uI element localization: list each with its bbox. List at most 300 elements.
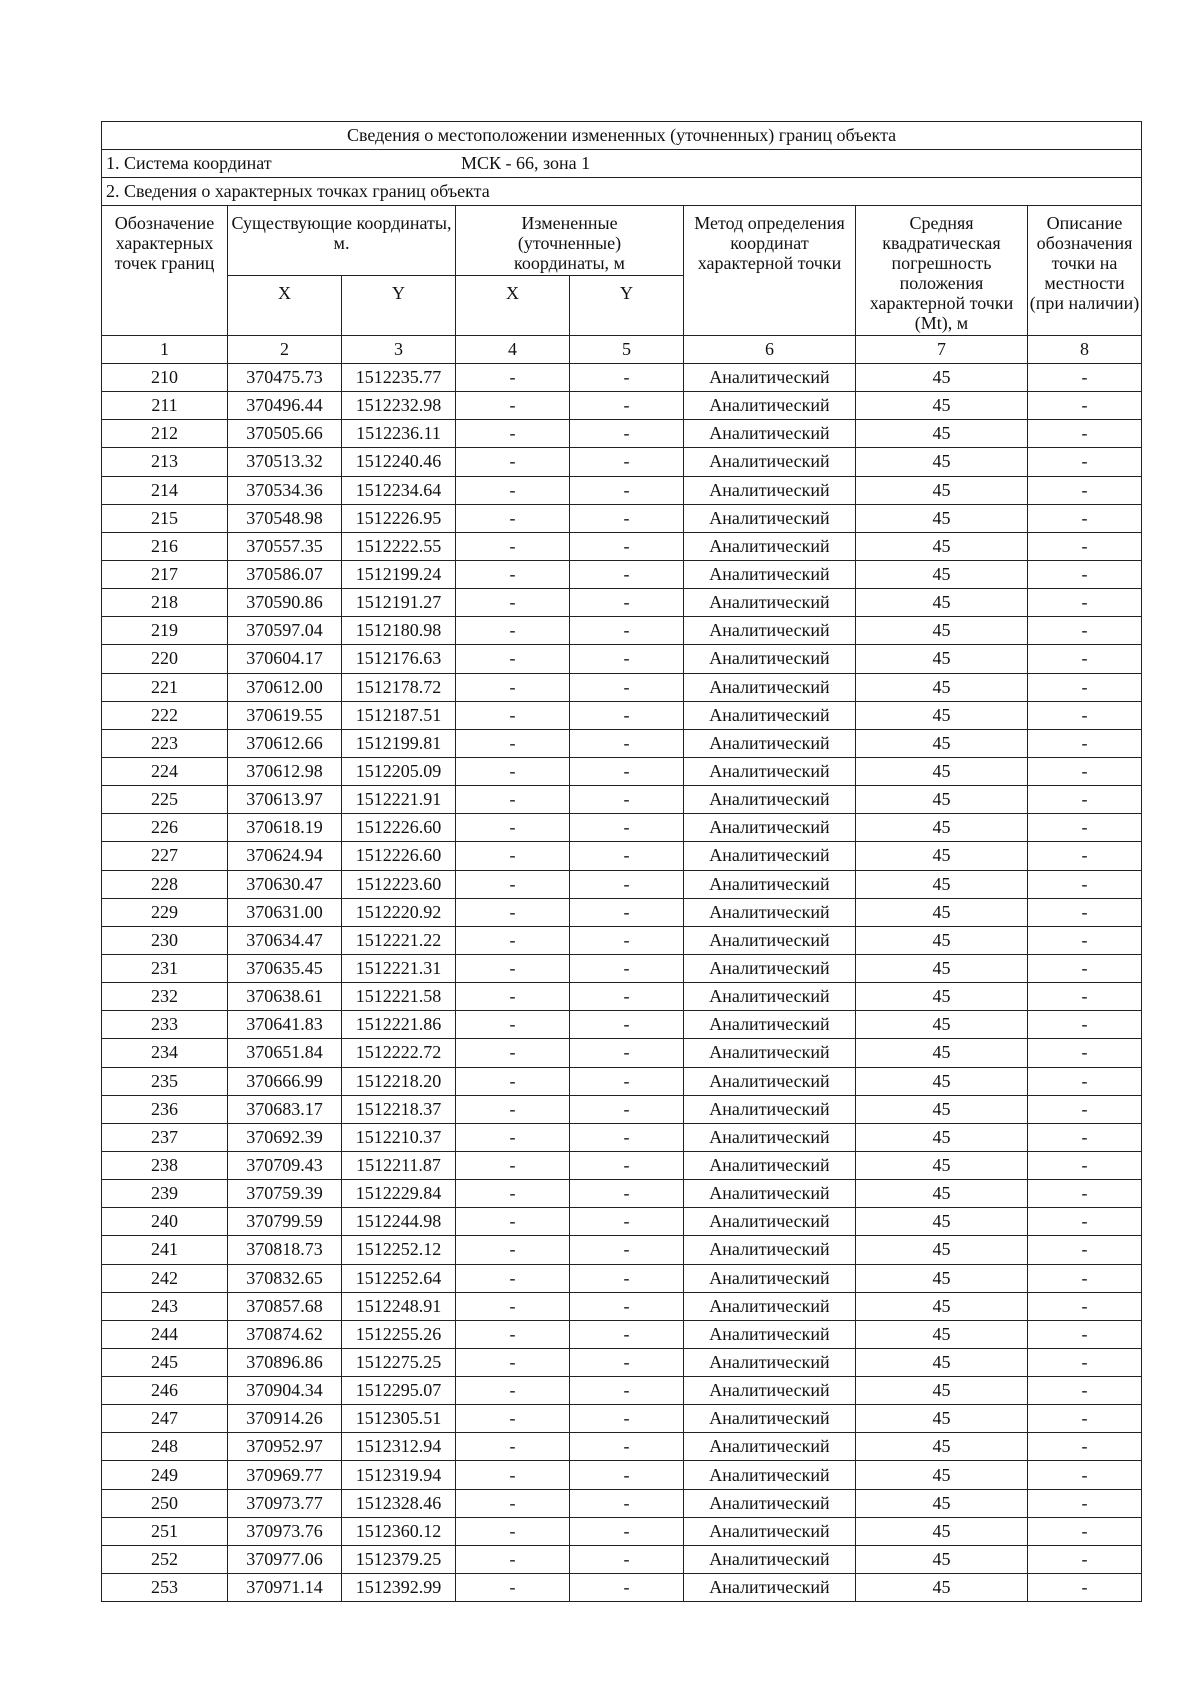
cell-method: Аналитический — [684, 1067, 856, 1095]
cell-y-changed: - — [570, 701, 684, 729]
cell-accuracy: 45 — [856, 1517, 1028, 1545]
cell-accuracy: 45 — [856, 870, 1028, 898]
table-row — [102, 1545, 1142, 1573]
header-changed-coords: Измененные (уточненные) координаты, м — [456, 206, 684, 276]
cell-x-changed: - — [456, 757, 570, 785]
cell-accuracy: 45 — [856, 589, 1028, 617]
cell-y-changed: - — [570, 983, 684, 1011]
cell-y-existing: 1512191.27 — [342, 589, 456, 617]
cell-y-existing: 1512392.99 — [342, 1574, 456, 1602]
cell-x-existing: 370597.04 — [228, 617, 342, 645]
cell-y-existing: 1512240.46 — [342, 448, 456, 476]
table-row — [102, 617, 1142, 645]
cell-description: - — [1028, 1489, 1142, 1517]
column-number: 6 — [684, 336, 856, 364]
cell-method: Аналитический — [684, 954, 856, 982]
header-existing-coords: Существующие координаты, м. — [228, 206, 456, 276]
cell-description: - — [1028, 1236, 1142, 1264]
cell-x-existing: 370505.66 — [228, 420, 342, 448]
cell-x-existing: 370604.17 — [228, 645, 342, 673]
column-number: 2 — [228, 336, 342, 364]
cell-y-existing: 1512360.12 — [342, 1517, 456, 1545]
cell-point-id: 249 — [102, 1461, 228, 1489]
cell-x-existing: 370630.47 — [228, 870, 342, 898]
cell-point-id: 253 — [102, 1574, 228, 1602]
cell-y-existing: 1512222.55 — [342, 532, 456, 560]
cell-accuracy: 45 — [856, 1067, 1028, 1095]
cell-description: - — [1028, 1574, 1142, 1602]
cell-description: - — [1028, 617, 1142, 645]
cell-x-changed: - — [456, 926, 570, 954]
table-row — [102, 1292, 1142, 1320]
table-row — [102, 786, 1142, 814]
cell-description: - — [1028, 870, 1142, 898]
column-number: 8 — [1028, 336, 1142, 364]
cell-y-existing: 1512187.51 — [342, 701, 456, 729]
table-row — [102, 842, 1142, 870]
cell-x-existing: 370692.39 — [228, 1123, 342, 1151]
cell-y-existing: 1512248.91 — [342, 1292, 456, 1320]
cell-y-existing: 1512221.22 — [342, 926, 456, 954]
cell-description: - — [1028, 757, 1142, 785]
cell-accuracy: 45 — [856, 392, 1028, 420]
header-y-changed: Y — [570, 276, 684, 336]
cell-point-id: 231 — [102, 954, 228, 982]
cell-point-id: 251 — [102, 1517, 228, 1545]
boundary-points-table — [101, 121, 1142, 1602]
cell-accuracy: 45 — [856, 1292, 1028, 1320]
column-number: 4 — [456, 336, 570, 364]
cell-accuracy: 45 — [856, 645, 1028, 673]
table-row — [102, 870, 1142, 898]
cell-method: Аналитический — [684, 560, 856, 588]
cell-accuracy: 45 — [856, 448, 1028, 476]
document-sheet — [101, 121, 1141, 1602]
cell-accuracy: 45 — [856, 420, 1028, 448]
column-number: 3 — [342, 336, 456, 364]
table-row — [102, 1067, 1142, 1095]
cell-x-changed: - — [456, 1208, 570, 1236]
table-row — [102, 673, 1142, 701]
cell-description: - — [1028, 1095, 1142, 1123]
cell-x-changed: - — [456, 954, 570, 982]
column-number: 7 — [856, 336, 1028, 364]
cell-y-existing: 1512176.63 — [342, 645, 456, 673]
cell-description: - — [1028, 1264, 1142, 1292]
cell-accuracy: 45 — [856, 926, 1028, 954]
cell-x-existing: 370557.35 — [228, 532, 342, 560]
cell-x-existing: 370969.77 — [228, 1461, 342, 1489]
cell-method: Аналитический — [684, 1348, 856, 1376]
cell-y-existing: 1512252.64 — [342, 1264, 456, 1292]
cell-y-existing: 1512275.25 — [342, 1348, 456, 1376]
cell-accuracy: 45 — [856, 1011, 1028, 1039]
cell-description: - — [1028, 729, 1142, 757]
cell-method: Аналитический — [684, 1180, 856, 1208]
cell-x-changed: - — [456, 1292, 570, 1320]
table-row — [102, 983, 1142, 1011]
cell-accuracy: 45 — [856, 476, 1028, 504]
cell-accuracy: 45 — [856, 1264, 1028, 1292]
table-row — [102, 392, 1142, 420]
cell-point-id: 236 — [102, 1095, 228, 1123]
cell-description: - — [1028, 954, 1142, 982]
cell-x-changed: - — [456, 983, 570, 1011]
cell-x-existing: 370635.45 — [228, 954, 342, 982]
cell-method: Аналитический — [684, 898, 856, 926]
cell-description: - — [1028, 364, 1142, 392]
cell-description: - — [1028, 926, 1142, 954]
cell-point-id: 223 — [102, 729, 228, 757]
cell-x-existing: 370666.99 — [228, 1067, 342, 1095]
cell-y-existing: 1512180.98 — [342, 617, 456, 645]
cell-y-existing: 1512226.60 — [342, 814, 456, 842]
cell-point-id: 219 — [102, 617, 228, 645]
cell-x-changed: - — [456, 617, 570, 645]
cell-x-existing: 370624.94 — [228, 842, 342, 870]
cell-x-existing: 370548.98 — [228, 504, 342, 532]
cell-x-changed: - — [456, 898, 570, 926]
cell-accuracy: 45 — [856, 1348, 1028, 1376]
cell-y-changed: - — [570, 1180, 684, 1208]
cell-point-id: 248 — [102, 1433, 228, 1461]
cell-x-existing: 370634.47 — [228, 926, 342, 954]
cell-y-existing: 1512229.84 — [342, 1180, 456, 1208]
cell-description: - — [1028, 1405, 1142, 1433]
cell-method: Аналитический — [684, 1236, 856, 1264]
cell-y-changed: - — [570, 1320, 684, 1348]
column-numbers-row — [102, 336, 1142, 364]
cell-method: Аналитический — [684, 757, 856, 785]
cell-accuracy: 45 — [856, 560, 1028, 588]
cell-x-existing: 370818.73 — [228, 1236, 342, 1264]
cell-point-id: 235 — [102, 1067, 228, 1095]
header-y-existing: Y — [342, 276, 456, 336]
cell-x-existing: 370832.65 — [228, 1264, 342, 1292]
cell-y-changed: - — [570, 842, 684, 870]
cell-accuracy: 45 — [856, 786, 1028, 814]
cell-method: Аналитический — [684, 1208, 856, 1236]
cell-y-changed: - — [570, 589, 684, 617]
cell-method: Аналитический — [684, 1405, 856, 1433]
cell-point-id: 228 — [102, 870, 228, 898]
cell-point-id: 250 — [102, 1489, 228, 1517]
cell-description: - — [1028, 898, 1142, 926]
cell-y-changed: - — [570, 617, 684, 645]
cell-x-existing: 370534.36 — [228, 476, 342, 504]
cell-method: Аналитический — [684, 532, 856, 560]
cell-accuracy: 45 — [856, 1574, 1028, 1602]
cell-y-changed: - — [570, 954, 684, 982]
cell-y-existing: 1512319.94 — [342, 1461, 456, 1489]
cell-point-id: 221 — [102, 673, 228, 701]
cell-y-existing: 1512221.91 — [342, 786, 456, 814]
cell-y-changed: - — [570, 364, 684, 392]
cell-method: Аналитический — [684, 1545, 856, 1573]
cell-description: - — [1028, 476, 1142, 504]
cell-y-changed: - — [570, 1264, 684, 1292]
cell-y-existing: 1512222.72 — [342, 1039, 456, 1067]
cell-y-changed: - — [570, 870, 684, 898]
cell-x-changed: - — [456, 814, 570, 842]
cell-accuracy: 45 — [856, 757, 1028, 785]
table-row — [102, 560, 1142, 588]
table-row — [102, 532, 1142, 560]
cell-point-id: 216 — [102, 532, 228, 560]
cell-method: Аналитический — [684, 1151, 856, 1179]
table-row — [102, 1405, 1142, 1433]
table-row — [102, 814, 1142, 842]
cell-x-existing: 370977.06 — [228, 1545, 342, 1573]
cell-point-id: 212 — [102, 420, 228, 448]
cell-method: Аналитический — [684, 1489, 856, 1517]
cell-y-changed: - — [570, 420, 684, 448]
table-row — [102, 1151, 1142, 1179]
cell-y-changed: - — [570, 1461, 684, 1489]
cell-point-id: 229 — [102, 898, 228, 926]
table-row — [102, 1236, 1142, 1264]
cell-y-changed: - — [570, 1151, 684, 1179]
cell-x-existing: 370638.61 — [228, 983, 342, 1011]
cell-description: - — [1028, 448, 1142, 476]
cell-point-id: 225 — [102, 786, 228, 814]
cell-y-existing: 1512218.37 — [342, 1095, 456, 1123]
cell-y-changed: - — [570, 448, 684, 476]
cell-x-changed: - — [456, 1320, 570, 1348]
cell-y-changed: - — [570, 560, 684, 588]
cell-method: Аналитический — [684, 476, 856, 504]
cell-x-changed: - — [456, 1067, 570, 1095]
cell-point-id: 243 — [102, 1292, 228, 1320]
cell-description: - — [1028, 1011, 1142, 1039]
section-heading: 2. Сведения о характерных точках границ объекта — [102, 178, 1142, 206]
cell-accuracy: 45 — [856, 364, 1028, 392]
cell-x-changed: - — [456, 589, 570, 617]
cell-x-changed: - — [456, 645, 570, 673]
table-row — [102, 1095, 1142, 1123]
cell-x-changed: - — [456, 532, 570, 560]
cell-description: - — [1028, 1067, 1142, 1095]
cell-x-changed: - — [456, 870, 570, 898]
cell-y-existing: 1512295.07 — [342, 1377, 456, 1405]
cell-x-existing: 370475.73 — [228, 364, 342, 392]
cell-accuracy: 45 — [856, 1039, 1028, 1067]
cell-point-id: 245 — [102, 1348, 228, 1376]
cell-x-changed: - — [456, 1095, 570, 1123]
cell-y-existing: 1512232.98 — [342, 392, 456, 420]
cell-y-changed: - — [570, 1208, 684, 1236]
cell-point-id: 214 — [102, 476, 228, 504]
cell-point-id: 210 — [102, 364, 228, 392]
cell-method: Аналитический — [684, 589, 856, 617]
table-row — [102, 1011, 1142, 1039]
cell-x-changed: - — [456, 1011, 570, 1039]
cell-y-existing: 1512218.20 — [342, 1067, 456, 1095]
cell-method: Аналитический — [684, 1011, 856, 1039]
cell-point-id: 237 — [102, 1123, 228, 1151]
cell-x-existing: 370612.98 — [228, 757, 342, 785]
cell-y-existing: 1512199.24 — [342, 560, 456, 588]
table-row — [102, 1039, 1142, 1067]
table-row — [102, 504, 1142, 532]
cell-x-changed: - — [456, 1151, 570, 1179]
cell-x-existing: 370874.62 — [228, 1320, 342, 1348]
cell-y-changed: - — [570, 1433, 684, 1461]
cell-point-id: 226 — [102, 814, 228, 842]
cell-description: - — [1028, 392, 1142, 420]
table-row — [102, 926, 1142, 954]
table-row — [102, 645, 1142, 673]
cell-method: Аналитический — [684, 983, 856, 1011]
cell-accuracy: 45 — [856, 1151, 1028, 1179]
table-row — [102, 1320, 1142, 1348]
cell-point-id: 247 — [102, 1405, 228, 1433]
cell-method: Аналитический — [684, 814, 856, 842]
cell-y-changed: - — [570, 1067, 684, 1095]
cell-x-changed: - — [456, 673, 570, 701]
cell-x-changed: - — [456, 1545, 570, 1573]
table-row — [102, 448, 1142, 476]
cell-x-existing: 370618.19 — [228, 814, 342, 842]
cell-y-changed: - — [570, 1095, 684, 1123]
cell-x-changed: - — [456, 1039, 570, 1067]
cell-method: Аналитический — [684, 617, 856, 645]
table-row — [102, 1433, 1142, 1461]
cell-y-existing: 1512211.87 — [342, 1151, 456, 1179]
cell-description: - — [1028, 842, 1142, 870]
cell-y-existing: 1512226.60 — [342, 842, 456, 870]
cell-x-changed: - — [456, 560, 570, 588]
cell-method: Аналитический — [684, 448, 856, 476]
cell-accuracy: 45 — [856, 1461, 1028, 1489]
cell-x-changed: - — [456, 1461, 570, 1489]
cell-description: - — [1028, 786, 1142, 814]
cell-x-changed: - — [456, 786, 570, 814]
cell-point-id: 239 — [102, 1180, 228, 1208]
cell-x-changed: - — [456, 729, 570, 757]
cell-y-changed: - — [570, 476, 684, 504]
cell-method: Аналитический — [684, 870, 856, 898]
cell-x-existing: 370586.07 — [228, 560, 342, 588]
cell-accuracy: 45 — [856, 729, 1028, 757]
cell-x-changed: - — [456, 701, 570, 729]
cell-y-changed: - — [570, 673, 684, 701]
cell-y-changed: - — [570, 898, 684, 926]
cell-y-changed: - — [570, 1123, 684, 1151]
cell-description: - — [1028, 1348, 1142, 1376]
cell-point-id: 242 — [102, 1264, 228, 1292]
table-row — [102, 589, 1142, 617]
cell-x-existing: 370973.77 — [228, 1489, 342, 1517]
cell-x-existing: 370914.26 — [228, 1405, 342, 1433]
cell-description: - — [1028, 1180, 1142, 1208]
cell-point-id: 234 — [102, 1039, 228, 1067]
cell-method: Аналитический — [684, 1123, 856, 1151]
cell-x-existing: 370641.83 — [228, 1011, 342, 1039]
cell-accuracy: 45 — [856, 1208, 1028, 1236]
cell-y-changed: - — [570, 1377, 684, 1405]
cell-description: - — [1028, 532, 1142, 560]
cell-x-changed: - — [456, 1123, 570, 1151]
cell-x-existing: 370631.00 — [228, 898, 342, 926]
cell-point-id: 217 — [102, 560, 228, 588]
cell-accuracy: 45 — [856, 814, 1028, 842]
cell-y-changed: - — [570, 729, 684, 757]
cell-accuracy: 45 — [856, 504, 1028, 532]
cell-method: Аналитический — [684, 420, 856, 448]
header-point-designation: Обозначение характерных точек границ — [102, 206, 228, 336]
cell-point-id: 246 — [102, 1377, 228, 1405]
cell-accuracy: 45 — [856, 1377, 1028, 1405]
cell-point-id: 224 — [102, 757, 228, 785]
cell-point-id: 230 — [102, 926, 228, 954]
table-row — [102, 757, 1142, 785]
table-row — [102, 1517, 1142, 1545]
cell-method: Аналитический — [684, 1095, 856, 1123]
cell-y-changed: - — [570, 392, 684, 420]
cell-description: - — [1028, 701, 1142, 729]
cell-x-existing: 370904.34 — [228, 1377, 342, 1405]
table-row — [102, 954, 1142, 982]
header-description: Описание обозначения точки на местности (при наличии) — [1028, 206, 1142, 336]
cell-x-changed: - — [456, 448, 570, 476]
cell-point-id: 241 — [102, 1236, 228, 1264]
cell-y-existing: 1512252.12 — [342, 1236, 456, 1264]
coordinate-system — [102, 150, 1142, 178]
cell-x-existing: 370613.97 — [228, 786, 342, 814]
cell-y-existing: 1512221.86 — [342, 1011, 456, 1039]
cell-x-changed: - — [456, 1405, 570, 1433]
cell-description: - — [1028, 673, 1142, 701]
cell-description: - — [1028, 1292, 1142, 1320]
cell-point-id: 218 — [102, 589, 228, 617]
cell-description: - — [1028, 560, 1142, 588]
header-accuracy: Средняя квадратическая погрешность положения характерной точки (Mt), м — [856, 206, 1028, 336]
cell-accuracy: 45 — [856, 1123, 1028, 1151]
cell-accuracy: 45 — [856, 1180, 1028, 1208]
table-row — [102, 1574, 1142, 1602]
cell-method: Аналитический — [684, 1574, 856, 1602]
cell-x-changed: - — [456, 420, 570, 448]
table-title: Сведения о местоположении измененных (уточненных) границ объекта — [102, 122, 1142, 150]
cell-method: Аналитический — [684, 786, 856, 814]
cell-y-changed: - — [570, 1517, 684, 1545]
table-row — [102, 476, 1142, 504]
cell-method: Аналитический — [684, 1433, 856, 1461]
cell-x-existing: 370952.97 — [228, 1433, 342, 1461]
cell-x-changed: - — [456, 842, 570, 870]
cell-y-existing: 1512226.95 — [342, 504, 456, 532]
cell-point-id: 252 — [102, 1545, 228, 1573]
table-row — [102, 1123, 1142, 1151]
cell-method: Аналитический — [684, 673, 856, 701]
cell-accuracy: 45 — [856, 1095, 1028, 1123]
cell-point-id: 222 — [102, 701, 228, 729]
cell-y-changed: - — [570, 1292, 684, 1320]
cell-method: Аналитический — [684, 1377, 856, 1405]
cell-point-id: 233 — [102, 1011, 228, 1039]
cell-y-existing: 1512235.77 — [342, 364, 456, 392]
cell-description: - — [1028, 1320, 1142, 1348]
cell-accuracy: 45 — [856, 673, 1028, 701]
cell-point-id: 227 — [102, 842, 228, 870]
cell-method: Аналитический — [684, 926, 856, 954]
cell-y-existing: 1512244.98 — [342, 1208, 456, 1236]
cell-x-existing: 370971.14 — [228, 1574, 342, 1602]
cell-method: Аналитический — [684, 504, 856, 532]
cell-y-changed: - — [570, 1489, 684, 1517]
coordinate-system-label: 1. Система координат — [106, 153, 272, 173]
